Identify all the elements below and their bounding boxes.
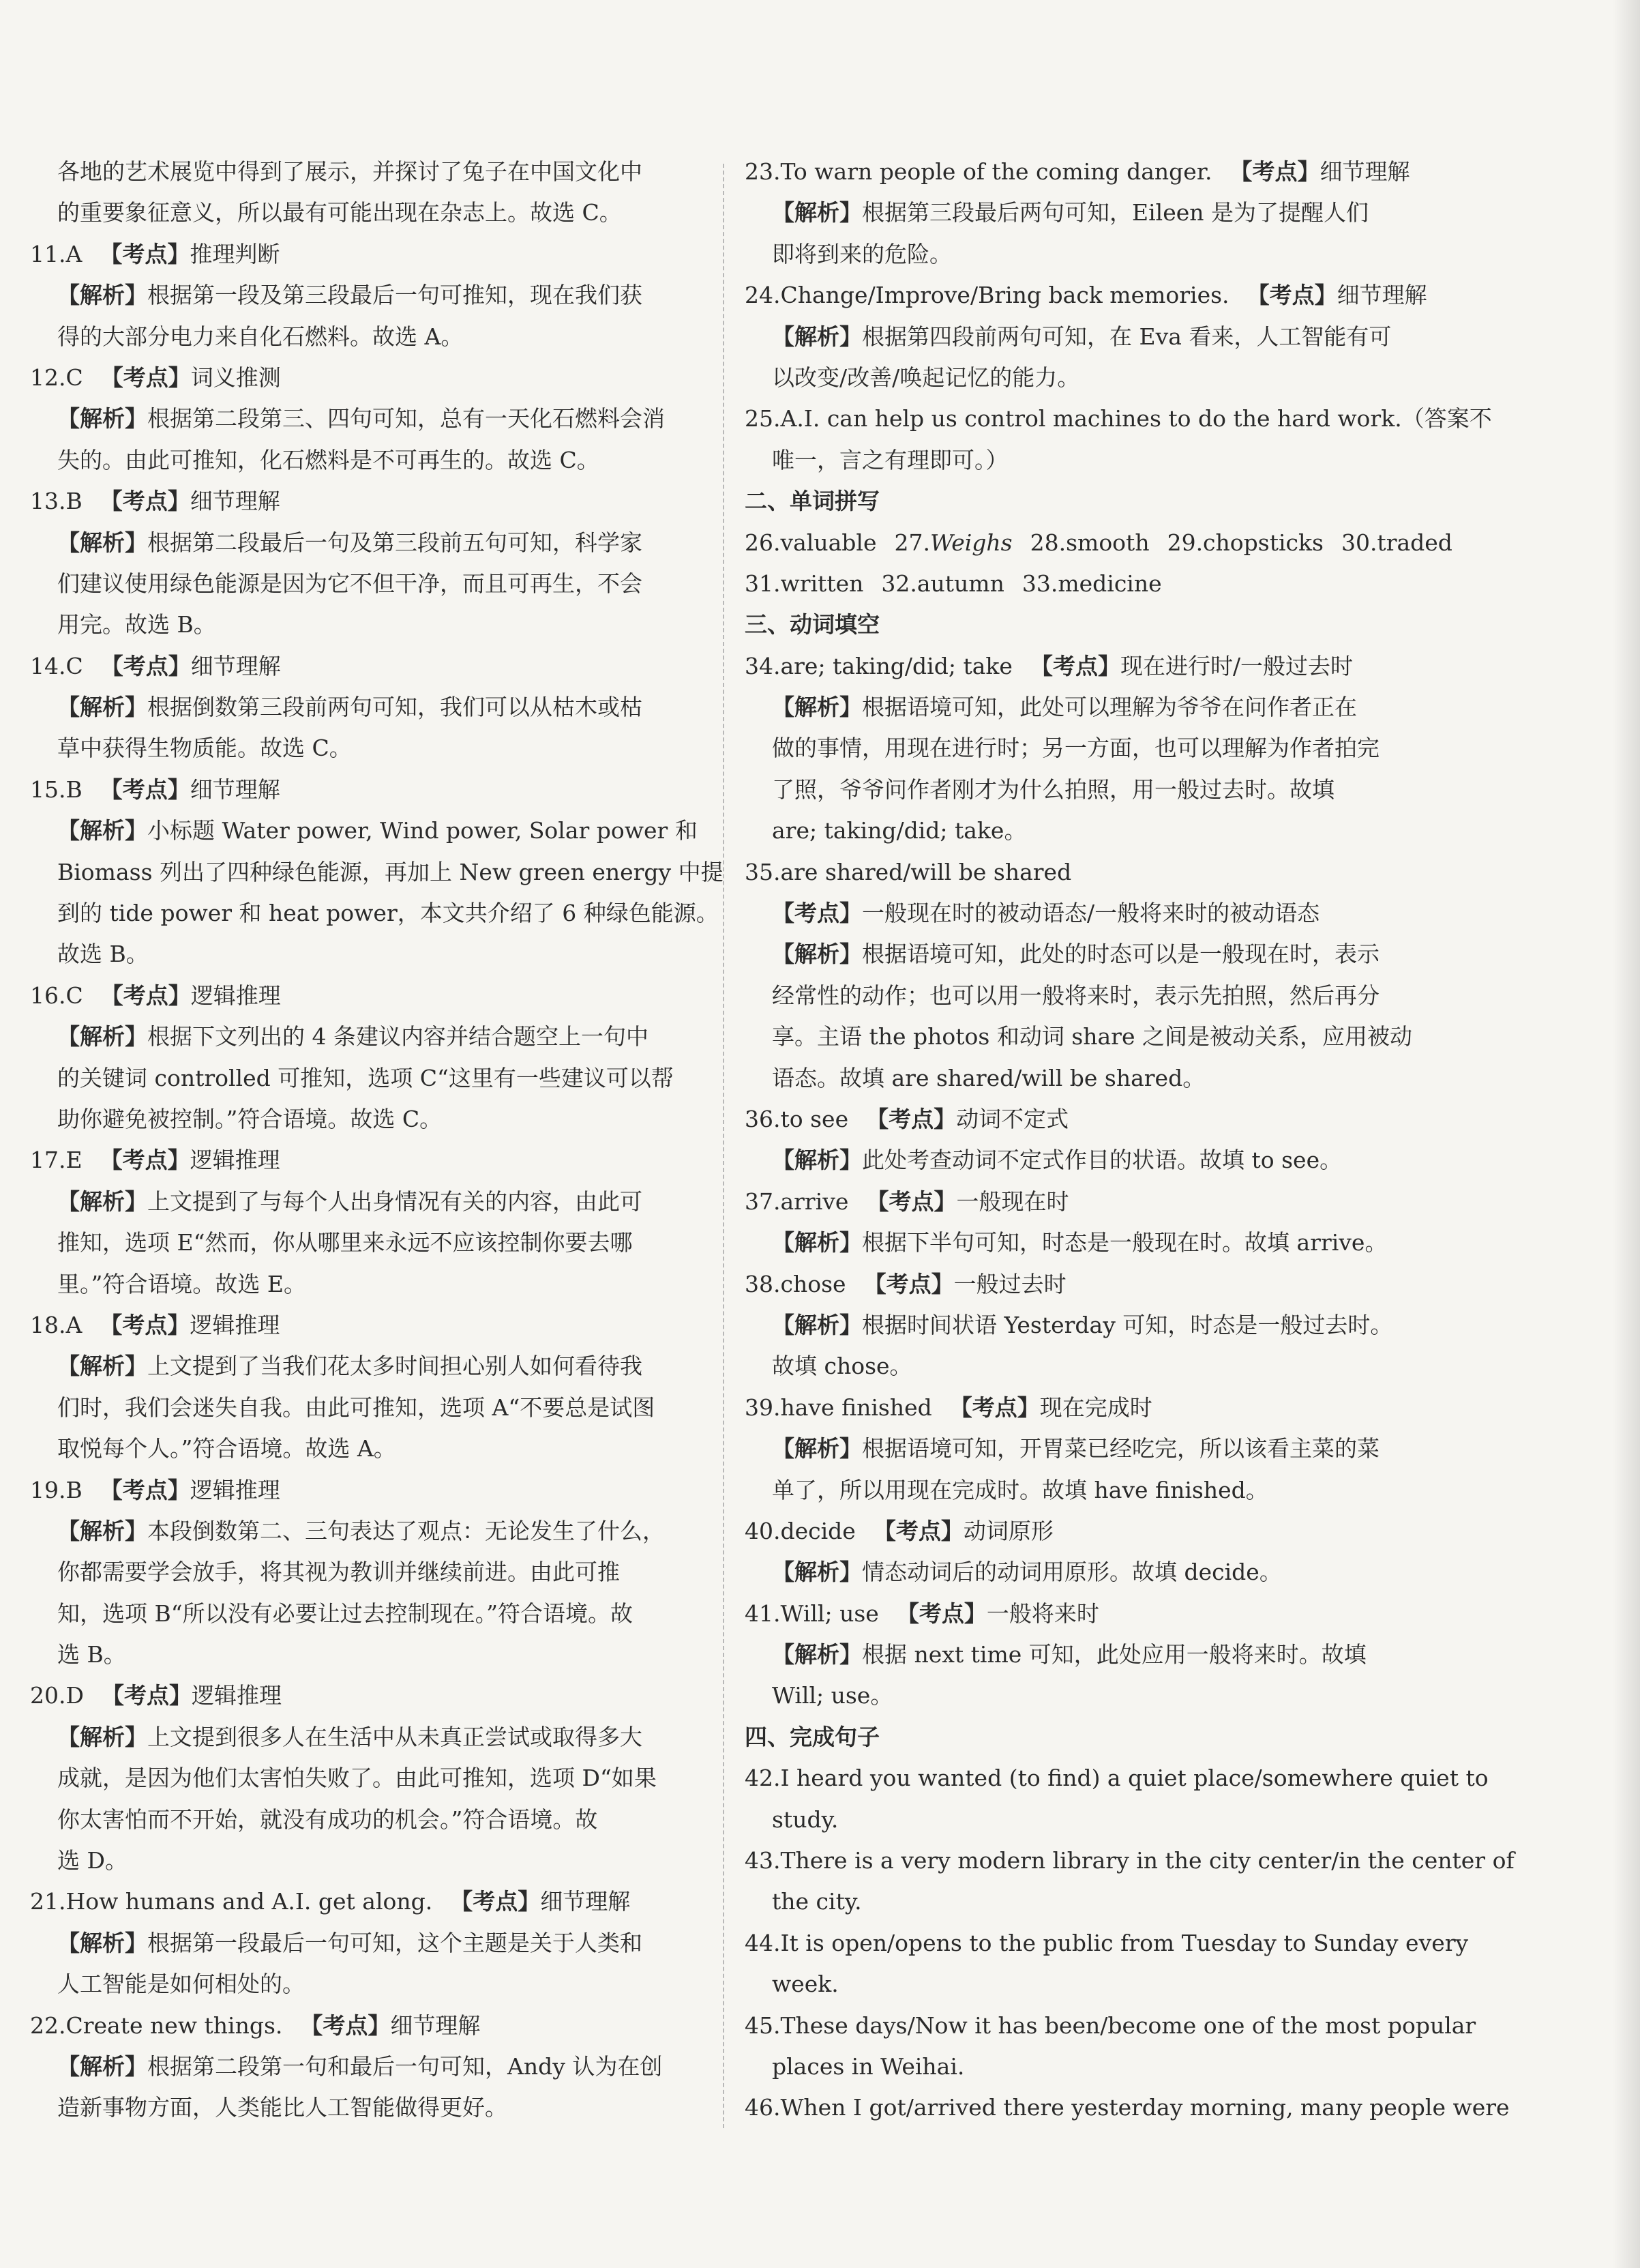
answer-word: 29.chopsticks (1167, 529, 1324, 556)
body-text: 根据语境可知，此处可以理解为爷爷在问作者正在 (862, 694, 1357, 721)
body-text: 细节理解 (190, 488, 280, 515)
body-text: When I got/arrived there yesterday morning, many people were (780, 2094, 1510, 2121)
body-text: 动词原形 (963, 1517, 1054, 1544)
label-tag: 【解析】 (57, 1023, 147, 1050)
body-text: 根据第三段最后两句可知，Eileen 是为了提醒人们 (862, 199, 1369, 226)
word-answers-line (745, 522, 1452, 563)
body-text: 一般现在时的被动语态/一般将来时的被动语态 (862, 900, 1320, 927)
answer-line (745, 2005, 1476, 2046)
body-text: 用完。故选 B。 (57, 611, 216, 638)
body-text: week. (772, 1971, 839, 1998)
body-text: 草中获得生物质能。故选 C。 (57, 735, 352, 762)
section-title: 四、完成句子 (745, 1723, 880, 1750)
label-tag: 【解析】 (772, 1559, 862, 1586)
text-line (30, 934, 712, 975)
text-line (30, 1923, 712, 1964)
answer-line (30, 1470, 712, 1511)
body-text: 语态。故填 are shared/will be shared。 (772, 1064, 1206, 1091)
question-number: 21. (30, 1888, 66, 1915)
body-text: the city. (772, 1888, 862, 1915)
text-line (745, 893, 1433, 934)
body-text: 逻辑推理 (190, 982, 281, 1009)
body-text: 逻辑推理 (190, 1476, 280, 1503)
text-line (745, 975, 1433, 1016)
text-line (745, 1222, 1433, 1263)
column-divider (723, 164, 724, 2128)
text-line (745, 728, 1433, 769)
body-text: 现在完成时 (1039, 1394, 1152, 1421)
text-line (30, 1593, 712, 1634)
left-column (30, 151, 724, 2129)
body-text: 上文提到很多人在生活中从未真正尝试或取得多大 (147, 1723, 642, 1750)
text-line (745, 1140, 1433, 1181)
answer-text: Change/Improve/Bring back memories. (780, 282, 1229, 309)
answer-text: decide (780, 1517, 856, 1544)
label-tag: 【解析】 (772, 1641, 862, 1668)
answer-line (745, 398, 1492, 439)
body-text: These days/Now it has been/become one of the most popular (780, 2012, 1476, 2039)
text-line (30, 852, 724, 893)
body-text: 细节理解 (390, 2012, 481, 2039)
text-line (745, 1305, 1433, 1346)
body-text: 单了，所以用现在完成时。故填 have finished。 (772, 1476, 1268, 1503)
label-tag: 【解析】 (772, 694, 862, 721)
body-text: 人工智能是如何相处的。 (57, 1971, 305, 1998)
label-tag: 【解析】 (57, 1723, 147, 1750)
question-number: 39. (745, 1394, 781, 1421)
answer-line (745, 275, 1433, 316)
section-title: 三、动词填空 (745, 611, 880, 638)
question-number: 25. (745, 405, 781, 432)
body-text: 根据语境可知，开胃菜已经吃完，所以该看主菜的菜 (862, 1435, 1380, 1462)
body-text: 的重要象征意义，所以最有可能出现在杂志上。故选 C。 (57, 199, 622, 226)
text-line (745, 2046, 1433, 2087)
body-text: 知，选项 B“所以没有必要让过去控制现在。”符合语境。故 (57, 1600, 633, 1627)
body-text: 此处考查动词不定式作目的状语。故填 to see。 (862, 1147, 1343, 1174)
body-text: 里。”符合语境。故选 E。 (57, 1270, 306, 1297)
body-text: 一般将来时 (986, 1600, 1099, 1627)
label-tag: 【解析】 (57, 1353, 147, 1380)
answer-word: 30.traded (1341, 529, 1452, 556)
text-line (30, 1346, 712, 1387)
body-text: 们时，我们会迷失自我。由此可推知，选项 A“不要总是试图 (57, 1394, 655, 1421)
answer-text: How humans and A.I. get along. (65, 1888, 433, 1915)
question-number: 40. (745, 1517, 781, 1544)
body-text: Biomass 列出了四种绿色能源，再加上 New green energy 中提 (57, 858, 724, 885)
word-answers-line (745, 563, 1433, 604)
body-text: 做的事情，用现在进行时；另一方面，也可以理解为作者拍完 (772, 735, 1380, 762)
body-text: 上文提到了与每个人出身情况有关的内容，由此可 (147, 1188, 642, 1215)
body-text: 根据第一段及第三段最后一句可推知，现在我们获 (147, 282, 642, 309)
question-number: 41. (745, 1600, 781, 1627)
answer-line (745, 1593, 1433, 1634)
body-text: 经常性的动作；也可以用一般将来时，表示先拍照，然后再分 (772, 982, 1380, 1009)
label-tag: 【解析】 (57, 1929, 147, 1956)
text-line (30, 1511, 712, 1552)
body-text: 们建议使用绿色能源是因为它不但干净，而且可再生，不会 (57, 570, 642, 597)
label-tag: 【考点】 (863, 1270, 954, 1297)
label-tag: 【解析】 (57, 529, 147, 556)
body-text: I heard you wanted (to find) a quiet place/somewhere quiet to (780, 1765, 1489, 1792)
answer-word: 33.medicine (1022, 570, 1162, 597)
text-line (745, 1428, 1433, 1469)
text-line (745, 1016, 1433, 1057)
body-text: 故填 chose。 (772, 1353, 912, 1380)
answer-line (745, 1511, 1433, 1552)
body-text: 选 D。 (57, 1847, 128, 1874)
label-tag: 【考点】 (300, 2012, 391, 2039)
answer-text: have finished (780, 1394, 932, 1421)
answer-line (30, 769, 712, 810)
question-number: 35. (745, 858, 781, 885)
label-tag: 【解析】 (57, 2052, 147, 2080)
text-line (745, 440, 1433, 481)
answer-line (745, 1840, 1515, 1881)
label-tag: 【考点】 (1247, 282, 1337, 309)
text-line (30, 398, 712, 439)
question-number: 43. (745, 1847, 781, 1874)
question-number: 22. (30, 2012, 66, 2039)
question-number: 18.A (30, 1311, 83, 1338)
question-number: 36. (745, 1105, 781, 1132)
body-text: 词义推测 (190, 364, 281, 391)
body-text: 享。主语 the photos 和动词 share 之间是被动关系，应用被动 (772, 1023, 1412, 1050)
answer-text: Create new things. (65, 2012, 283, 2039)
body-text: 了照，爷爷问作者刚才为什么拍照，用一般过去时。故填 (772, 776, 1335, 803)
text-line (30, 1758, 712, 1799)
body-text: 细节理解 (540, 1888, 631, 1915)
question-number: 15.B (30, 776, 83, 803)
question-number: 17.E (30, 1147, 83, 1174)
label-tag: 【考点】 (450, 1888, 541, 1915)
answer-text: chose (780, 1270, 846, 1297)
answer-line (745, 1181, 1433, 1222)
text-line (745, 1552, 1433, 1593)
section-title: 二、单词拼写 (745, 488, 880, 515)
answer-line (30, 1675, 712, 1716)
text-line (745, 1634, 1433, 1675)
question-number: 11.A (30, 240, 83, 267)
answer-line (30, 1881, 712, 1922)
answer-line (745, 1099, 1433, 1140)
body-text: 推知，选项 E“然而，你从哪里来永远不应该控制你要去哪 (57, 1229, 633, 1256)
body-text: There is a very modern library in the city center/in the center of (780, 1847, 1515, 1874)
answer-text: to see (780, 1105, 849, 1132)
text-line (30, 1222, 712, 1263)
label-tag: 【考点】 (866, 1188, 957, 1215)
text-line (30, 728, 712, 769)
body-text: Will; use。 (772, 1682, 893, 1709)
answer-line (30, 1140, 712, 1181)
body-text: 选 B。 (57, 1641, 126, 1668)
section-heading (745, 604, 1433, 645)
answer-line (745, 1387, 1433, 1428)
question-number: 42. (745, 1765, 781, 1792)
question-number: 14.C (30, 652, 83, 679)
body-text: 情态动词后的动词用原形。故填 decide。 (862, 1559, 1282, 1586)
body-text: 你太害怕而不开始，就没有成功的机会。”符合语境。故 (57, 1806, 598, 1833)
label-tag: 【考点】 (100, 776, 190, 803)
label-tag: 【解析】 (772, 1147, 862, 1174)
text-line (745, 769, 1433, 810)
label-tag: 【解析】 (772, 323, 862, 350)
question-number: 23. (745, 158, 781, 185)
answer-word: 28.smooth (1030, 529, 1150, 556)
answer-word: Weighs (929, 529, 1013, 556)
body-text: 一般现在时 (956, 1188, 1069, 1215)
label-tag: 【考点】 (772, 900, 862, 927)
label-tag: 【解析】 (57, 1188, 147, 1215)
answer-line (30, 1305, 712, 1346)
text-line (30, 192, 712, 233)
text-line (30, 1552, 712, 1593)
body-text: 根据第二段最后一句及第三段前五句可知，科学家 (147, 529, 642, 556)
label-tag: 【解析】 (57, 694, 147, 721)
answer-line (30, 234, 712, 275)
body-text: 根据第一段最后一句可知，这个主题是关于人类和 (147, 1929, 642, 1956)
question-number: 45. (745, 2012, 781, 2039)
label-tag: 【考点】 (866, 1105, 957, 1132)
label-tag: 【解析】 (772, 1435, 862, 1462)
body-text: 上文提到了当我们花太多时间担心别人如何看待我 (147, 1353, 642, 1380)
text-line (745, 1470, 1433, 1511)
text-line (30, 893, 719, 934)
text-line (30, 2087, 712, 2128)
text-line (745, 1881, 1433, 1922)
answer-text: To warn people of the coming danger. (780, 158, 1212, 185)
label-tag: 【考点】 (100, 652, 191, 679)
question-number: 37. (745, 1188, 781, 1215)
body-text: are shared/will be shared (780, 858, 1072, 885)
body-text: 造新事物方面，人类能比人工智能做得更好。 (57, 2094, 507, 2121)
label-tag: 【解析】 (57, 405, 147, 432)
right-column (745, 151, 1515, 2129)
body-text: 根据第四段前两句可知，在 Eva 看来，人工智能有可 (862, 323, 1392, 350)
label-tag: 【考点】 (1030, 652, 1120, 679)
label-tag: 【考点】 (896, 1600, 987, 1627)
text-line (30, 810, 712, 851)
text-line (30, 1717, 712, 1758)
text-line (745, 316, 1433, 357)
body-text: 你都需要学会放手，将其视为教训并继续前进。由此可推 (57, 1559, 620, 1586)
text-line (30, 1181, 712, 1222)
text-line (745, 192, 1433, 233)
body-text: 助你避免被控制。”符合语境。故选 C。 (57, 1105, 443, 1132)
text-line (30, 275, 712, 316)
body-text: 细节理解 (190, 776, 280, 803)
body-text: study. (772, 1806, 839, 1833)
text-line (30, 1058, 712, 1099)
label-tag: 【解析】 (772, 199, 862, 226)
text-line (30, 151, 712, 192)
body-text: 根据语境可知，此处的时态可以是一般现在时，表示 (862, 941, 1380, 968)
answer-text: are; taking/did; take (780, 652, 1013, 679)
body-text: 动词不定式 (956, 1105, 1069, 1132)
text-line (745, 1346, 1433, 1387)
label-tag: 【考点】 (100, 1476, 190, 1503)
answer-line (30, 357, 712, 398)
body-text: 即将到来的危险。 (772, 240, 952, 267)
body-text: 根据倒数第三段前两句可知，我们可以从枯木或枯 (147, 694, 642, 721)
text-line (30, 604, 712, 645)
body-text: 成就，是因为他们太害怕失败了。由此可推知，选项 D“如果 (57, 1765, 657, 1792)
body-text: 现在进行时/一般过去时 (1120, 652, 1354, 679)
text-line (30, 563, 712, 604)
answer-line (745, 852, 1433, 893)
answer-line (30, 481, 712, 522)
text-line (745, 1675, 1433, 1716)
page-edge-shadow (1613, 0, 1640, 2268)
answer-line (30, 2005, 712, 2046)
label-tag: 【考点】 (100, 488, 190, 515)
text-line (745, 1058, 1433, 1099)
body-text: 逻辑推理 (190, 1147, 280, 1174)
text-line (745, 1964, 1433, 2005)
body-text: 细节理解 (190, 652, 281, 679)
text-line (30, 1099, 712, 1140)
body-text: 根据下文列出的 4 条建议内容并结合题空上一句中 (147, 1023, 648, 1050)
answer-line (745, 151, 1433, 192)
answer-word: 32.autumn (881, 570, 1004, 597)
question-number: 13.B (30, 488, 83, 515)
answer-line (745, 646, 1433, 687)
question-number: 34. (745, 652, 781, 679)
label-tag: 【考点】 (101, 1682, 192, 1709)
body-text: 根据时间状语 Yesterday 可知，时态是一般过去时。 (862, 1311, 1393, 1338)
label-tag: 【解析】 (57, 817, 147, 844)
question-number: 38. (745, 1270, 781, 1297)
body-text: 根据 next time 可知，此处应用一般将来时。故填 (862, 1641, 1367, 1668)
body-text: places in Weihai. (772, 2052, 965, 2080)
text-line (30, 1964, 712, 2005)
question-number: 27. (894, 529, 930, 556)
label-tag: 【考点】 (1229, 158, 1320, 185)
answer-word: 31.written (745, 570, 864, 597)
body-text: 以改变/改善/唤起记忆的能力。 (772, 364, 1080, 391)
text-line (745, 1799, 1433, 1840)
body-text: 失的。由此可推知，化石燃料是不可再生的。故选 C。 (57, 446, 599, 473)
label-tag: 【考点】 (873, 1517, 964, 1544)
answer-line (30, 646, 712, 687)
body-text: 一般过去时 (953, 1270, 1067, 1297)
text-line (30, 2046, 712, 2087)
text-line (745, 234, 1433, 275)
label-tag: 【解析】 (772, 1311, 862, 1338)
label-tag: 【解析】 (772, 941, 862, 968)
text-line (745, 687, 1433, 728)
body-text: 唯一，言之有理即可。） (772, 446, 1009, 473)
answer-line (745, 2087, 1510, 2128)
answer-word: 26.valuable (745, 529, 877, 556)
body-text: 根据第二段第一句和最后一句可知，Andy 认为在创 (147, 2052, 663, 2080)
answer-text: arrive (780, 1188, 849, 1215)
body-text: 细节理解 (1337, 282, 1427, 309)
body-text: It is open/opens to the public from Tuesday to Sunday every (780, 1929, 1469, 1956)
body-text: 取悦每个人。”符合语境。故选 A。 (57, 1435, 396, 1462)
label-tag: 【考点】 (100, 240, 190, 267)
answer-line (745, 1264, 1433, 1305)
label-tag: 【考点】 (100, 364, 191, 391)
body-text: 逻辑推理 (191, 1682, 282, 1709)
text-line (30, 1264, 712, 1305)
body-text: 故选 B。 (57, 941, 149, 968)
text-line (30, 1799, 712, 1840)
body-text: 推理判断 (190, 240, 280, 267)
body-text: 细节理解 (1320, 158, 1410, 185)
question-number: 46. (745, 2094, 781, 2121)
body-text: 小标题 Water power, Wind power, Solar power 和 (147, 817, 698, 844)
text-line (745, 934, 1433, 975)
text-line (30, 1387, 712, 1428)
label-tag: 【考点】 (100, 1147, 190, 1174)
body-text: are; taking/did; take。 (772, 817, 1027, 844)
text-line (745, 357, 1433, 398)
body-text: 得的大部分电力来自化石燃料。故选 A。 (57, 323, 464, 350)
question-number: 16.C (30, 982, 83, 1009)
body-text: 各地的艺术展览中得到了展示，并探讨了兔子在中国文化中 (57, 158, 642, 185)
question-number: 24. (745, 282, 781, 309)
body-text: 逻辑推理 (190, 1311, 280, 1338)
body-text: 根据下半句可知，时态是一般现在时。故填 arrive。 (862, 1229, 1388, 1256)
text-line (30, 1840, 712, 1881)
label-tag: 【考点】 (100, 1311, 190, 1338)
text-line (30, 1016, 712, 1057)
text-line (30, 440, 712, 481)
section-heading (745, 1717, 1433, 1758)
answer-text: Will; use (780, 1600, 879, 1627)
body-text: 根据第二段第三、四句可知，总有一天化石燃料会消 (147, 405, 665, 432)
text-line (30, 522, 712, 563)
label-tag: 【解析】 (57, 1517, 147, 1544)
body-text: 的关键词 controlled 可推知，选项 C“这里有一些建议可以帮 (57, 1064, 674, 1091)
text-line (30, 316, 712, 357)
text-line (30, 1634, 712, 1675)
section-heading (745, 481, 1433, 522)
text-line (30, 1428, 712, 1469)
answer-line (745, 1923, 1469, 1964)
label-tag: 【解析】 (772, 1229, 862, 1256)
label-tag: 【考点】 (949, 1394, 1040, 1421)
text-line (745, 810, 1433, 851)
question-number: 12.C (30, 364, 83, 391)
body-text: 到的 tide power 和 heat power，本文共介绍了 6 种绿色能源。 (57, 900, 719, 927)
text-line (30, 687, 712, 728)
label-tag: 【解析】 (57, 282, 147, 309)
answer-line (30, 975, 712, 1016)
label-tag: 【考点】 (100, 982, 191, 1009)
body-text: A.I. can help us control machines to do the hard work.（答案不 (780, 405, 1492, 432)
question-number: 20.D (30, 1682, 84, 1709)
question-number: 19.B (30, 1476, 83, 1503)
body-text: 本段倒数第二、三句表达了观点：无论发生了什么， (147, 1517, 665, 1544)
answer-line (745, 1758, 1489, 1799)
question-number: 44. (745, 1929, 781, 1956)
